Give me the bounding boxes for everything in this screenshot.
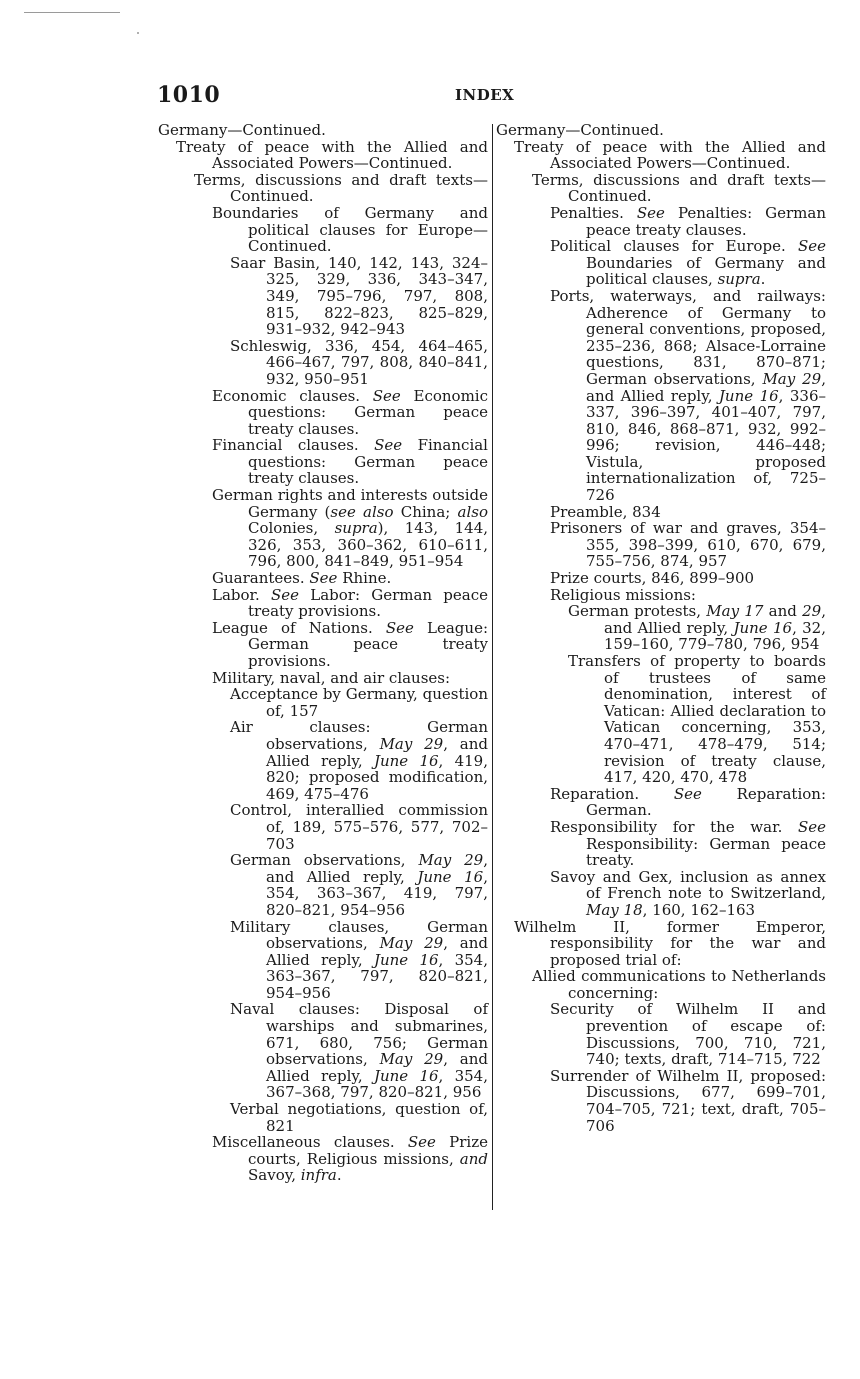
index-entry: Boundaries of Germany and political clauses for Europe—Continued. bbox=[212, 203, 488, 256]
index-entry: Terms, discussions and draft texts—Continued. bbox=[194, 170, 488, 206]
index-entry: Surrender of Wilhelm II, proposed: Discussions, 677, 699–701, 704–705, 721; text, draft, 705–706 bbox=[550, 1066, 826, 1135]
index-column-left bbox=[158, 122, 488, 1184]
scan-speck bbox=[137, 32, 139, 34]
index-entry: Saar Basin, 140, 142, 143, 324–325, 329, 336, 343–347, 349, 795–796, 797, 808, 815, 822–823, 825–829, 931–932, 942–943 bbox=[230, 253, 488, 339]
index-entry: German observations, May 29, and Allied reply, June 16, 354, 363–367, 419, 797, 820–821, 954–956 bbox=[230, 851, 489, 919]
index-entry: Preamble, 834 bbox=[550, 502, 661, 521]
index-entry: Economic clauses. See Economic questions: German peace treaty clauses. bbox=[212, 386, 489, 438]
index-entry: Responsibility for the war. See Responsibility: German peace treaty. bbox=[550, 817, 826, 870]
column-divider bbox=[492, 124, 493, 1210]
index-entry: Penalties. See Penalties: German peace treaty clauses. bbox=[550, 203, 827, 239]
index-entry: Verbal negotiations, question of, 821 bbox=[230, 1100, 488, 1135]
index-entry: German rights and interests outside Germany (see also China; also Colonies, supra), 143, 144, 326, 353, 360–362, 610–611, 796, 800, 841–849, 951–954 bbox=[212, 486, 488, 571]
index-entry: Germany—Continued. bbox=[496, 121, 664, 139]
index-entry: League of Nations. See League: German peace treaty provisions. bbox=[212, 618, 489, 670]
running-head: INDEX bbox=[455, 86, 515, 104]
index-entry: Treaty of peace with the Allied and Associated Powers—Continued. bbox=[176, 137, 488, 173]
index-entry: Labor. See Labor: German peace treaty provisions. bbox=[212, 585, 488, 621]
index-entry: Air clauses: German observations, May 29, and Allied reply, June 16, 419, 820; proposed modification, 469, 475–476 bbox=[230, 718, 488, 803]
index-entry: Military, naval, and air clauses: bbox=[212, 668, 451, 687]
index-column-right bbox=[496, 122, 826, 1134]
index-entry: Treaty of peace with the Allied and Associated Powers—Continued. bbox=[514, 137, 826, 173]
index-entry: Ports, waterways, and railways: Adherence of Germany to general conventions, proposed, 235–236, 868; Alsace-Lorraine questions, 831, 870–871; German observations, May 29, and Allied reply, June 16, 336–337, 396–397, 401–407, 797, 810, 846, 868–871, 932, 992–996; revision, 446–448; Vistula, proposed internationalization of, 725–726 bbox=[550, 286, 827, 505]
scan-rule bbox=[24, 12, 120, 13]
index-entry: Prisoners of war and graves, 354–355, 398–399, 610, 670, 679, 755–756, 874, 957 bbox=[550, 519, 826, 571]
index-entry: Military clauses, German observations, May 29, and Allied reply, June 16, 354, 363–367, 797, 820–821, 954–956 bbox=[230, 917, 488, 1002]
index-entry: Schleswig, 336, 454, 464–465, 466–467, 797, 808, 840–841, 932, 950–951 bbox=[230, 336, 488, 388]
page-number: 1010 bbox=[157, 82, 221, 108]
index-entry: Guarantees. See Rhine. bbox=[212, 569, 392, 588]
index-entry: Terms, discussions and draft texts—Continued. bbox=[532, 170, 826, 206]
index-entry: Naval clauses: Disposal of warships and submarines, 671, 680, 756; German observations, May 29, and Allied reply, June 16, 354, 367–368, 797, 820–821, 956 bbox=[230, 1000, 488, 1102]
index-entry: Financial clauses. See Financial questions: German peace treaty clauses. bbox=[212, 436, 488, 488]
index-entry: German protests, May 17 and 29, and Allied reply, June 16, 32, 159–160, 779–780, 796, 954 bbox=[568, 602, 826, 654]
index-entry: Political clauses for Europe. See Boundaries of Germany and political clauses, supra. bbox=[550, 237, 826, 289]
index-entry: Religious missions: bbox=[550, 585, 696, 604]
index-entry: Transfers of property to boards of trustees of same denomination, interest of Vatican: Allied declaration to Vatican concerning, 353, 470–471, 478–479, 514; revision of treaty clause, 417, 420, 470, 478 bbox=[568, 652, 826, 787]
index-entry: Savoy and Gex, inclusion as annex of French note to Switzerland, May 18, 160, 162–163 bbox=[550, 867, 826, 919]
index-entry: Prize courts, 846, 899–900 bbox=[550, 569, 755, 588]
index-entry: Miscellaneous clauses. See Prize courts, Religious missions, and Savoy, infra. bbox=[212, 1133, 489, 1185]
index-entry: Germany—Continued. bbox=[158, 121, 326, 139]
index-entry: Acceptance by Germany, question of, 157 bbox=[230, 685, 488, 720]
index-entry: Allied communications to Netherlands concerning: bbox=[532, 967, 826, 1002]
index-entry: Security of Wilhelm II and prevention of escape of: Discussions, 700, 710, 721, 740; texts, draft, 714–715, 722 bbox=[550, 1000, 826, 1069]
index-entry: Reparation. See Reparation: German. bbox=[550, 784, 826, 820]
index-entry: Control, interallied commission of, 189, 575–576, 577, 702–703 bbox=[230, 801, 488, 853]
index-entry: Wilhelm II, former Emperor, responsibility for the war and proposed trial of: bbox=[514, 917, 826, 969]
